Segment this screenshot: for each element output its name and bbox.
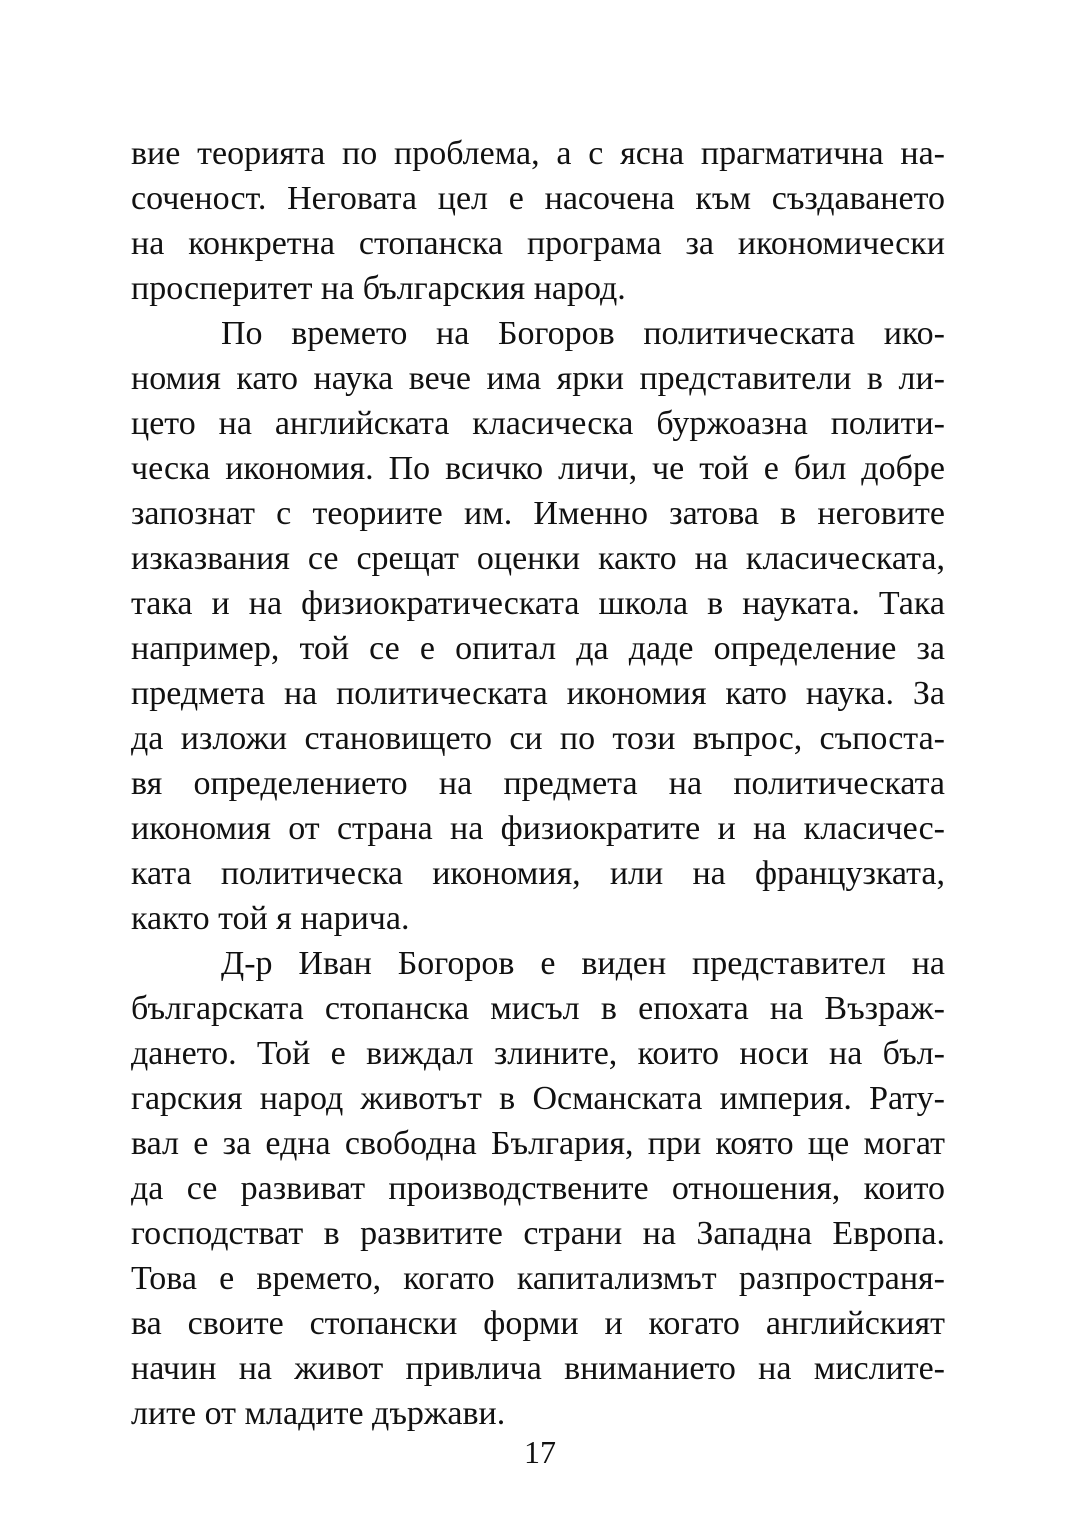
text-line: ческа икономия. По всичко личи, че той е бил добре [131,450,945,487]
text-line: номия като наука вече има ярки представители в ли- [131,360,945,397]
text-line: българската стопанска мисъл в епохата на Възраж- [131,990,945,1027]
text-line: например, той се е опитал да даде определение за [131,630,945,667]
text-line: икономия от страна на физиократите и на класичес- [131,810,945,847]
text-line: Това е времето, когато капитализмът разпространя- [131,1260,945,1297]
text-line: вие теорията по проблема, а с ясна прагматична на- [131,135,945,172]
text-line: соченост. Неговата цел е насочена към създаването [131,180,945,217]
text-line: По времето на Богоров политическата ико- [221,315,945,352]
paragraph-2 [131,311,945,941]
text-line: да се развиват производствените отношения, които [131,1170,945,1207]
text-line: на конкретна стопанска програма за икономически [131,225,945,262]
text-line: предмета на политическата икономия като наука. За [131,675,945,712]
paragraph-3 [131,941,945,1436]
body-text [131,131,945,1436]
text-line: вал е за една свободна България, при която ще могат [131,1125,945,1162]
text-line: да изложи становището си по този въпрос, съпоста- [131,720,945,757]
text-line: ката политическа икономия, или на французката, [131,855,945,892]
text-line: лите от младите държави. [131,1395,506,1432]
text-line: начин на живот привлича вниманието на мислите- [131,1350,945,1387]
text-line: Д-р Иван Богоров е виден представител на [221,945,945,982]
text-line: запознат с теориите им. Именно затова в неговите [131,495,945,532]
text-line: изказвания се срещат оценки както на класическата, [131,540,945,577]
text-line: така и на физиократическата школа в науката. Така [131,585,945,622]
text-line: дането. Той е виждал злините, които носи на бъл- [131,1035,945,1072]
text-line: цето на английската класическа буржоазна полити- [131,405,945,442]
text-line: просперитет на българския народ. [131,270,626,307]
text-line: вя определението на предмета на политическата [131,765,945,802]
text-line: гарския народ животът в Османската империя. Рату- [131,1080,945,1117]
page-number: 17 [524,1434,556,1470]
text-line: господстват в развитите страни на Западна Европа. [131,1215,945,1252]
text-line: ва своите стопански форми и когато английският [131,1305,945,1342]
text-line: както той я нарича. [131,900,410,937]
paragraph-1 [131,131,945,311]
